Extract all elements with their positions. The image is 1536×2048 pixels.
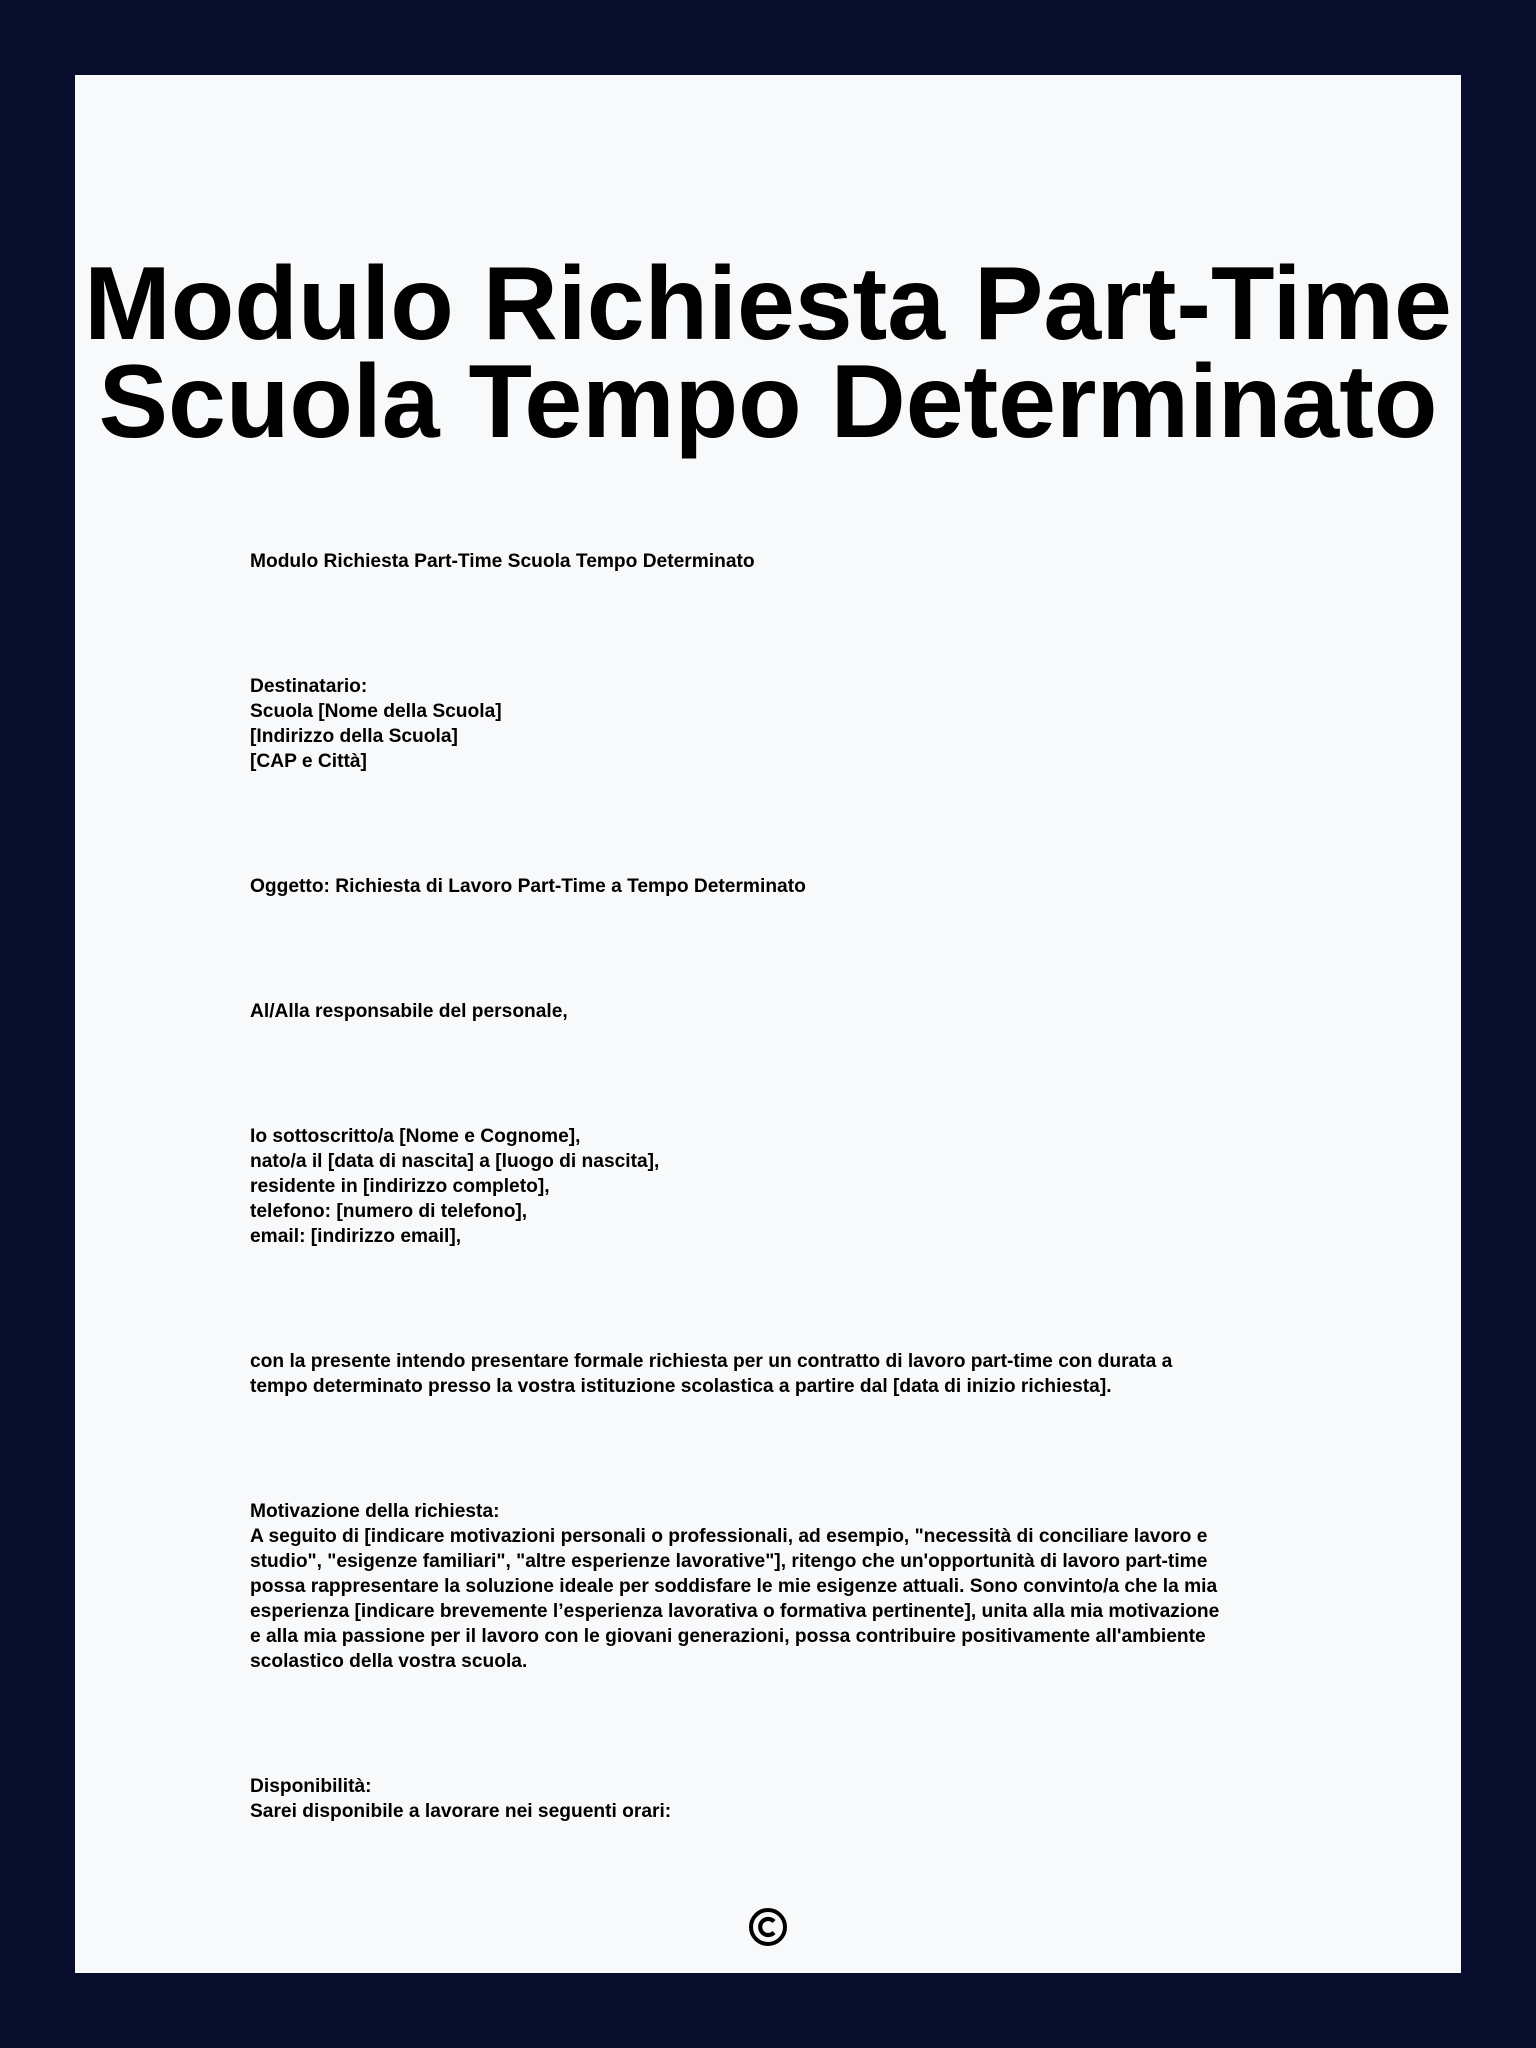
page-title bbox=[75, 246, 1461, 460]
page-title-line: Scuola Tempo Determinato bbox=[98, 344, 1438, 460]
recipient-heading: Destinatario: bbox=[250, 676, 368, 697]
applicant-line: residente in [indirizzo completo], bbox=[250, 1176, 550, 1197]
document-subtitle bbox=[250, 549, 1310, 574]
subject-line: Oggetto: Richiesta di Lavoro Part-Time a Tempo Determinato bbox=[250, 876, 806, 897]
availability-block bbox=[250, 1774, 1310, 1824]
motivation-line: esperienza [indicare brevemente l’esperienza lavorativa o formativa pertinente], unita alla mia motivazione bbox=[250, 1601, 1220, 1622]
motivation-line: e alla mia passione per il lavoro con le giovani generazioni, possa contribuire positivamente all'ambiente bbox=[250, 1626, 1206, 1647]
motivation-line: possa rappresentare la soluzione ideale per soddisfare le mie esigenze attuali. Sono convinto/a che la mia bbox=[250, 1576, 1218, 1597]
motivation-line: scolastico della vostra scuola. bbox=[250, 1651, 528, 1672]
applicant-line: email: [indirizzo email], bbox=[250, 1226, 462, 1247]
applicant-line: telefono: [numero di telefono], bbox=[250, 1201, 528, 1222]
document-page bbox=[75, 75, 1461, 1973]
recipient-line: Scuola [Nome della Scuola] bbox=[250, 701, 502, 722]
request-line: tempo determinato presso la vostra istituzione scolastica a partire dal [data di inizio richiesta]. bbox=[250, 1376, 1112, 1397]
subtitle-text: Modulo Richiesta Part-Time Scuola Tempo Determinato bbox=[250, 551, 755, 572]
recipient-line: [CAP e Città] bbox=[250, 751, 367, 772]
recipient-line: [Indirizzo della Scuola] bbox=[250, 726, 458, 747]
salutation-block bbox=[250, 999, 1310, 1024]
motivation-line: A seguito di [indicare motivazioni personali o professionali, ad esempio, "necessità di conciliare lavoro e bbox=[250, 1526, 1208, 1547]
copyright-icon bbox=[748, 1907, 788, 1947]
request-line: con la presente intendo presentare formale richiesta per un contratto di lavoro part-time con durata a bbox=[250, 1351, 1173, 1372]
availability-text: Sarei disponibile a lavorare nei seguenti orari: bbox=[250, 1801, 672, 1822]
request-block bbox=[250, 1349, 1310, 1399]
motivation-heading: Motivazione della richiesta: bbox=[250, 1501, 500, 1522]
salutation-line: Al/Alla responsabile del personale, bbox=[250, 1001, 568, 1022]
applicant-line: nato/a il [data di nascita] a [luogo di nascita], bbox=[250, 1151, 660, 1172]
page-title-line: Modulo Richiesta Part-Time bbox=[84, 246, 1452, 362]
motivation-block bbox=[250, 1499, 1310, 1674]
motivation-line: studio", "esigenze familiari", "altre esperienze lavorative"], ritengo che un'opportunità di lavoro part-time bbox=[250, 1551, 1208, 1572]
applicant-block bbox=[250, 1124, 1310, 1249]
availability-heading: Disponibilità: bbox=[250, 1776, 372, 1797]
subject-block bbox=[250, 874, 1310, 899]
recipient-block bbox=[250, 674, 1310, 774]
applicant-line: Io sottoscritto/a [Nome e Cognome], bbox=[250, 1126, 581, 1147]
